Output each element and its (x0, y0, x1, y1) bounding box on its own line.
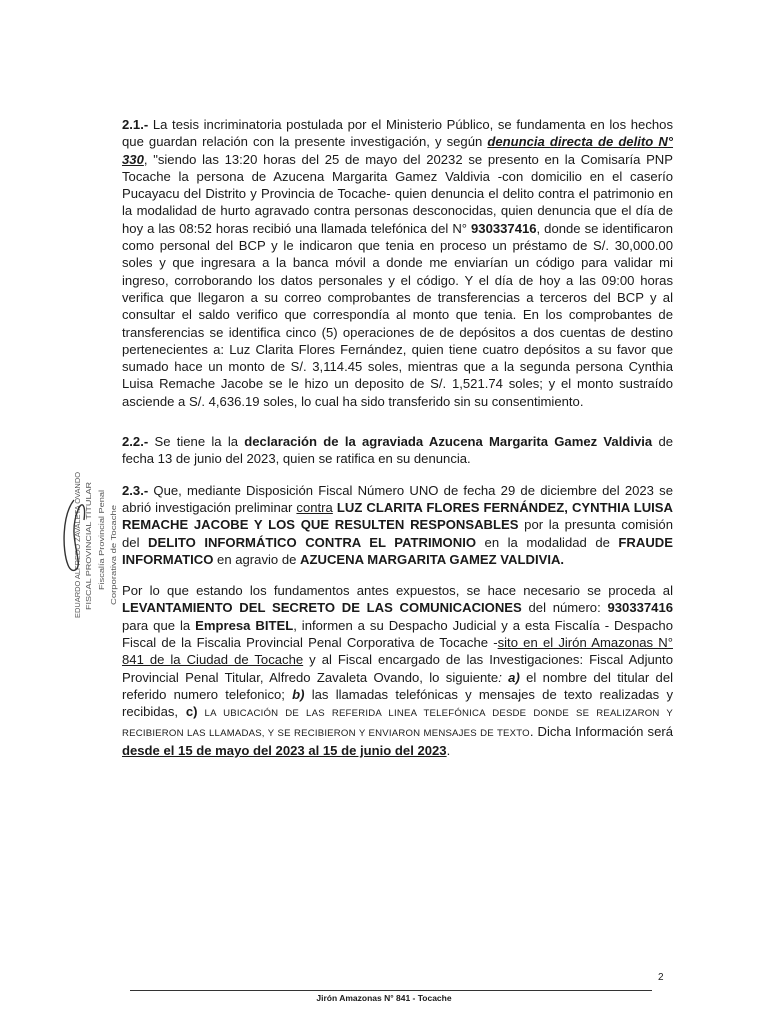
stamp-line-3: Fiscalía Provincial Penal (97, 508, 106, 590)
stamp-line-1: EDUARDO ALFREDO ZAVALETA OVANDO (75, 480, 82, 618)
paragraph-2-3: 2.3.- Que, mediante Disposición Fiscal Número UNO de fecha 29 de diciembre del 2023 se abrió investigación preliminar contra LUZ CLARITA FLORES FERNÁNDEZ, CYNTHIA LUISA REMACHE JACOBE Y LOS QUE RESULTEN RESPONSABLES por la presunta comisión del DELITO INFORMÁTICO CONTRA EL PATRIMONIO en la modalidad de FRAUDE INFORMATICO en agravio de AZUCENA MARGARITA GAMEZ VALDIVIA. (122, 482, 673, 567)
stamp-line-2: FISCAL PROVINCIAL TITULAR (84, 503, 93, 610)
footer-divider (130, 990, 652, 991)
page-number: 2 (658, 972, 664, 983)
footer-address: Jirón Amazonas N° 841 - Tocache (316, 993, 452, 1003)
document-body (122, 116, 673, 759)
stamp-line-4: Corporativa de Tocache (109, 525, 118, 605)
paragraph-2-2: 2.2.- Se tiene la la declaración de la agraviada Azucena Margarita Gamez Valdivia de fecha 13 de junio del 2023, quien se ratifica en su denuncia. (122, 434, 674, 467)
phone-number: 930337416 (471, 220, 537, 236)
paragraph-request: Por lo que estando los fundamentos antes expuestos, se hace necesario se proceda al LEVANTAMIENTO DEL SECRETO DE LAS COMUNICACIONES del número: 930337416 para que la Empresa BITEL, informen a su Despacho Judicial y a esta Fiscalía - Despacho Fiscal de la Fiscalia Provincial Penal Corporativa de Tocache -sito en el Jirón Amazonas N° 841 de la Ciudad de Tocache y al Fiscal encargado de las Investigaciones: Fiscal Adjunto Provincial Penal Titular, Alfredo Zavaleta Ovando, lo siguiente: a) el nombre del titular del referido numero telefonico; b) las llamadas telefónicas y mensajes de texto realizadas y recibidas, c) LA UBICACIÓN DE LAS REFERIDA LINEA TELEFÓNICA DESDE DONDE SE REALIZARON Y RECIBIERON LAS LLAMADAS, Y SE RECIBIERON Y ENVIARON MENSAJES DE TEXTO. Dicha Información será desde el 15 de mayo del 2023 al 15 de junio del 2023. (122, 583, 674, 758)
complaint-reference: denuncia directa de delito N° 330 (122, 134, 674, 167)
paragraph-2-1: 2.1.- La tesis incriminatoria postulada por el Ministerio Público, se fundamenta en los hechos que guardan relación con la presente investigación, y según denuncia directa de delito N° 330, "siendo las 13:20 horas del 25 de mayo del 20232 se presento en la Comisaría PNP Tocache la persona de Azucena Margarita Gamez Valdivia -con domicilio en el caserío Pucayacu del Distrito y Provincia de Tocache- quien denuncia el delito contra el patrimonio en la modalidad de hurto agravado contra personas desconocidas, quien denuncia que el día de hoy a las 08:52 horas recibió una llamada telefónica del N° 930337416, donde se identificaron como personal del BCP y le indicaron que tenia en proceso un préstamo de S/. 30,000.00 soles y que ingresara a la banca móvil a donde me enviarían un código para validar mi ingreso, corroborando los datos personales y el código. Y el día de hoy a las 09:00 horas verifica que llegaron a su correo comprobantes de transferencias a terceros del BCP y al consultar el saldo verifico que correspondía al monto que tenia. En los comprobantes de transferencias se identifica cinco (5) operaciones de de depósitos a dos cuentas de destino pertenecientes a: Luz Clarita Flores Fernández, quien tiene cuatro depósitos a su favor que sumado hace un monto de S/. 3,114.45 soles, mientras que a la segunda persona Cynthia Luisa Remache Jacobe se le hizo un deposito de S/. 1,521.74 soles; y el monto sustraído asciende a S/. 4,636.19 soles, lo cual ha sido transferido sin su consentimiento. (122, 117, 674, 409)
